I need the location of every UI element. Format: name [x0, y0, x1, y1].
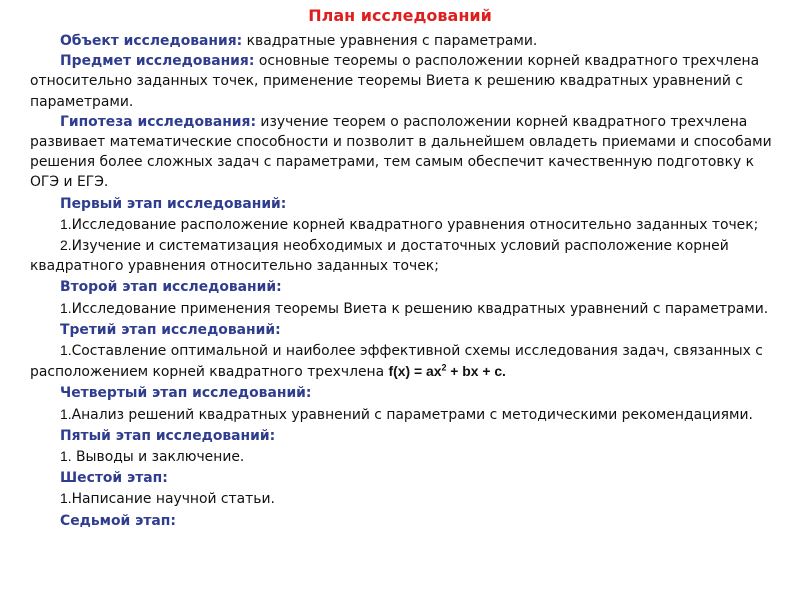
- page-title: План исследований: [308, 6, 492, 25]
- item-text: Написание научной статьи.: [71, 491, 275, 508]
- item-number: 1.: [60, 448, 72, 465]
- item-number: 1.: [60, 215, 72, 232]
- stage-heading: [30, 426, 782, 446]
- item-text: Выводы и заключение.: [71, 449, 245, 466]
- object-paragraph: [30, 31, 782, 51]
- item-text: Исследование применения теоремы Виета к решению квадратных уравнений с параметрами.: [71, 300, 769, 317]
- stage-heading: [30, 511, 782, 531]
- stage-1-heading: Первый этап исследований:: [60, 195, 287, 212]
- item-text: Составление оптимальной и наиболее эффективной схемы исследования задач, связанных с расположением корней квадратного трехчлена: [30, 343, 763, 381]
- formula-part: f(x) = ax: [388, 363, 442, 380]
- subject-text: основные теоремы о расположении корней квадратного трехчлена относительно заданных точек, применение теоремы Виета к решению квадратных уравнений с параметрами.: [30, 53, 760, 110]
- stage-3-heading: Третий этап исследований:: [60, 321, 281, 338]
- item-text: Исследование расположение корней квадратного уравнения относительно заданных точек;: [71, 216, 759, 233]
- stage-heading: [30, 320, 782, 340]
- formula-exponent: 2: [441, 362, 447, 373]
- hypothesis-paragraph: [30, 112, 782, 193]
- object-text: квадратные уравнения с параметрами.: [242, 33, 538, 49]
- item-number: 1.: [60, 405, 72, 422]
- subject-label: Предмет исследования:: [60, 53, 255, 70]
- stage-7-heading: Седьмой этап:: [60, 512, 176, 529]
- stage-2-heading: Второй этап исследований:: [60, 279, 282, 296]
- stage-heading: [30, 277, 782, 297]
- stage-4-heading: Четвертый этап исследований:: [60, 385, 312, 402]
- item-text: Анализ решений квадратных уравнений с параметрами с методическими рекомендациями.: [71, 406, 753, 423]
- stage-item: [30, 404, 782, 425]
- quadratic-formula: [389, 363, 506, 379]
- object-label: Объект исследования:: [60, 33, 243, 49]
- hypothesis-label: Гипотеза исследования:: [60, 113, 257, 130]
- stage-item: [30, 340, 782, 382]
- item-number: 2.: [60, 237, 72, 254]
- hypothesis-text: изучение теорем о расположении корней квадратного трехчлена развивает математические способности и позволит в дальнейшем овладеть приемами и способами решения более сложных задач с параметрами, тем самым обеспечит качественную подготовку к ОГЭ и ЕГЭ.: [30, 113, 772, 191]
- item-number: 1.: [60, 342, 72, 359]
- stage-item: [30, 488, 782, 509]
- stage-5-heading: Пятый этап исследований:: [60, 427, 276, 444]
- stage-item: [30, 235, 782, 276]
- stage-item: [30, 298, 782, 319]
- item-number: 1.: [60, 490, 72, 507]
- stage-heading: [30, 383, 782, 403]
- stage-heading: [30, 194, 782, 214]
- research-plan-content: [30, 31, 782, 531]
- item-text: Изучение и систематизация необходимых и достаточных условий расположение корней квадратного уравнения относительно заданных точек;: [30, 238, 729, 275]
- item-number: 1.: [60, 299, 72, 316]
- stage-heading: [30, 468, 782, 488]
- formula-part: + bx + c.: [446, 363, 506, 380]
- stage-item: [30, 214, 782, 235]
- stage-6-heading: Шестой этап:: [60, 470, 168, 487]
- subject-paragraph: [30, 51, 782, 112]
- stage-item: [30, 446, 782, 467]
